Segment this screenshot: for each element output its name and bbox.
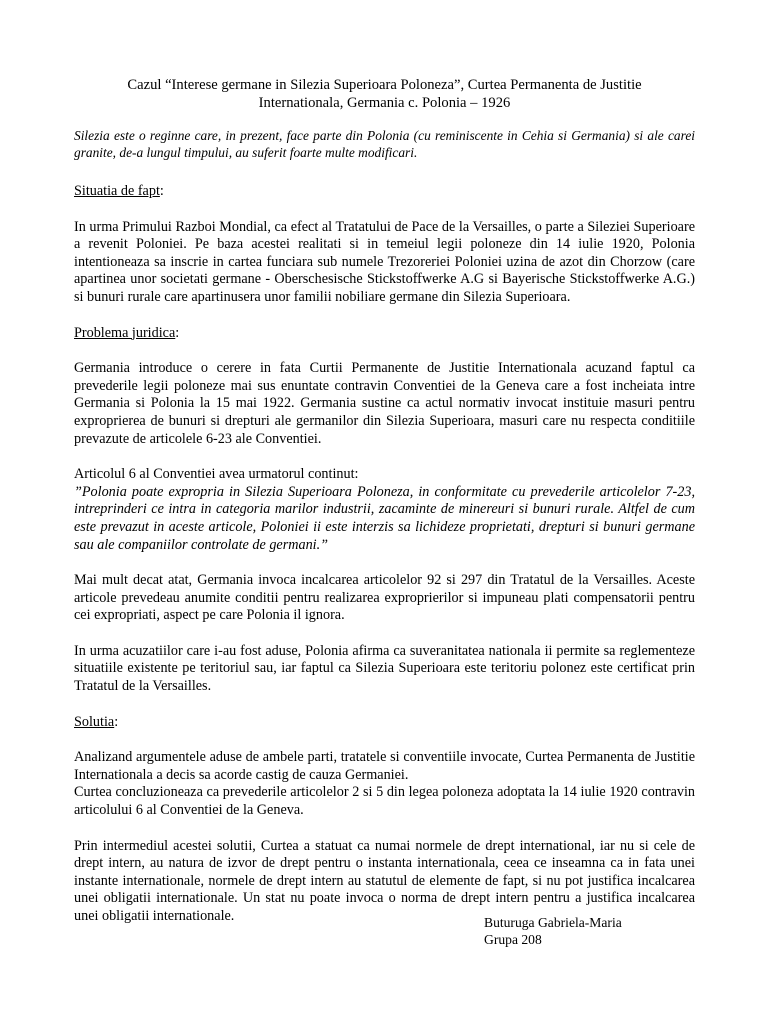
signature-block <box>484 914 622 948</box>
problem-heading-colon: : <box>175 324 180 341</box>
article-quote: ”Polonia poate expropria in Silezia Superioara Poloneza, in conformitate cu prevederile articolelor 7-23, intreprinderi ce intra in categoria marilor industrii, zacaminte de minereuri si bunuri rurale. Altfel de cum este prevazut in aceste articole, Poloniei ii este interzis sa lichideze proprietati, drepturi si bunuri germane sau ale companiilor controlate de germani.” <box>74 483 695 553</box>
author-name: Buturuga Gabriela-Maria <box>484 915 622 930</box>
solution-paragraph-2: Curtea concluzioneaza ca prevederile articolelor 2 si 5 din legea poloneza adoptata la 14 iulie 1920 contravin articolului 6 al Conventiei de la Geneva. <box>74 784 695 819</box>
solution-heading-text: Solutia <box>74 713 115 730</box>
intro-paragraph: Silezia este o reginne care, in prezent, face parte din Polonia (cu reminiscente in Cehia si Germania) si ale carei granite, de-a lungul timpului, au suferit foarte multe modificari. <box>74 128 695 160</box>
article-intro: Articolul 6 al Conventiei avea urmatorul continut: <box>74 466 359 483</box>
section-heading-solution <box>74 714 695 732</box>
section-heading-facts <box>74 183 695 201</box>
problem-paragraph-1: Germania introduce o cerere in fata Curtii Permanente de Justitie Internationala acuzand faptul ca prevederile legii poloneze mai sus enuntate contravin Conventiei de la Geneva care a fost incheiata intre Germania si Polonia la 15 mai 1922. Germania sustine ca actul normativ invocat instituie masuri pentru exproprierea de bunuri si drepturi ale germanilor din Silezia Superioara, masuri care nu respecta conditiile prevazute de articolele 6-23 ale Conventiei. <box>74 360 695 447</box>
title-line-1: Cazul “Interese germane in Silezia Superioara Poloneza”, Curtea Permanenta de Justitie <box>127 77 642 93</box>
problem-paragraph-2: Mai mult decat atat, Germania invoca incalcarea articolelor 92 si 297 din Tratatul de la Versailles. Aceste articole prevedeau anumite conditii pentru realizarea exproprierilor si impuneau plati compensatorii pentru cei expropriati, aspect pe care Polonia il ignora. <box>74 572 695 624</box>
document-page <box>74 76 695 944</box>
facts-heading-text: Situatia de fapt <box>74 183 160 199</box>
solution-paragraph-3: Prin intermediul acestei solutii, Curtea a statuat ca numai normele de drept international, iar nu si cele de drept intern, au natura de izvor de drept pentru o instanta internationala, ceea ce inseamna ca in fata unei instante internationale, normele de drept intern au statutul de elemente de fapt, si nu pot justifica incalcarea unei obligatii internationale. Un stat nu poate invoca o norma de drept intern pentru a justifica incalcarea unei obligatii internationale. <box>74 837 695 924</box>
solution-paragraph-1: Analizand argumentele aduse de ambele parti, tratatele si conventiile invocate, Curtea Permanenta de Justitie Internationala a decis sa acorde castig de cauza Germaniei. <box>74 749 695 783</box>
author-group: Grupa 208 <box>484 932 542 947</box>
document-title <box>74 76 695 112</box>
solution-heading-colon: : <box>114 713 119 730</box>
problem-heading-text: Problema juridica <box>74 324 176 341</box>
title-line-2: Internationala, Germania c. Polonia – 1926 <box>258 95 511 111</box>
problem-paragraph-3: In urma acuzatiilor care i-au fost aduse, Polonia afirma ca suveranitatea nationala ii permite sa reglementeze situatiile existente pe teritoriul sau, iar faptul ca Silezia Superioara este teritoriu polonez este certificat prin Tratatul de la Versailles. <box>74 642 695 695</box>
section-heading-problem <box>74 325 695 343</box>
facts-paragraph: In urma Primului Razboi Mondial, ca efect al Tratatului de Pace de la Versailles, o parte a Sileziei Superioare a revenit Poloniei. Pe baza acestei realitati si in temeiul legii poloneze din 14 iulie 1920, Polonia intentioneaza sa inscrie in cartea funciara sub numele Trezoreriei Poloniei uzina de azot din Chorzow (care apartinea unor societati germane - Oberschesische Stickstoffwerke A.G si Bayerische Stickstoffwerke A.G.) si bunuri rurale care apartinusera unor familii nobiliare germane din Silezia Superioara. <box>74 218 695 305</box>
facts-heading-colon: : <box>159 183 164 199</box>
